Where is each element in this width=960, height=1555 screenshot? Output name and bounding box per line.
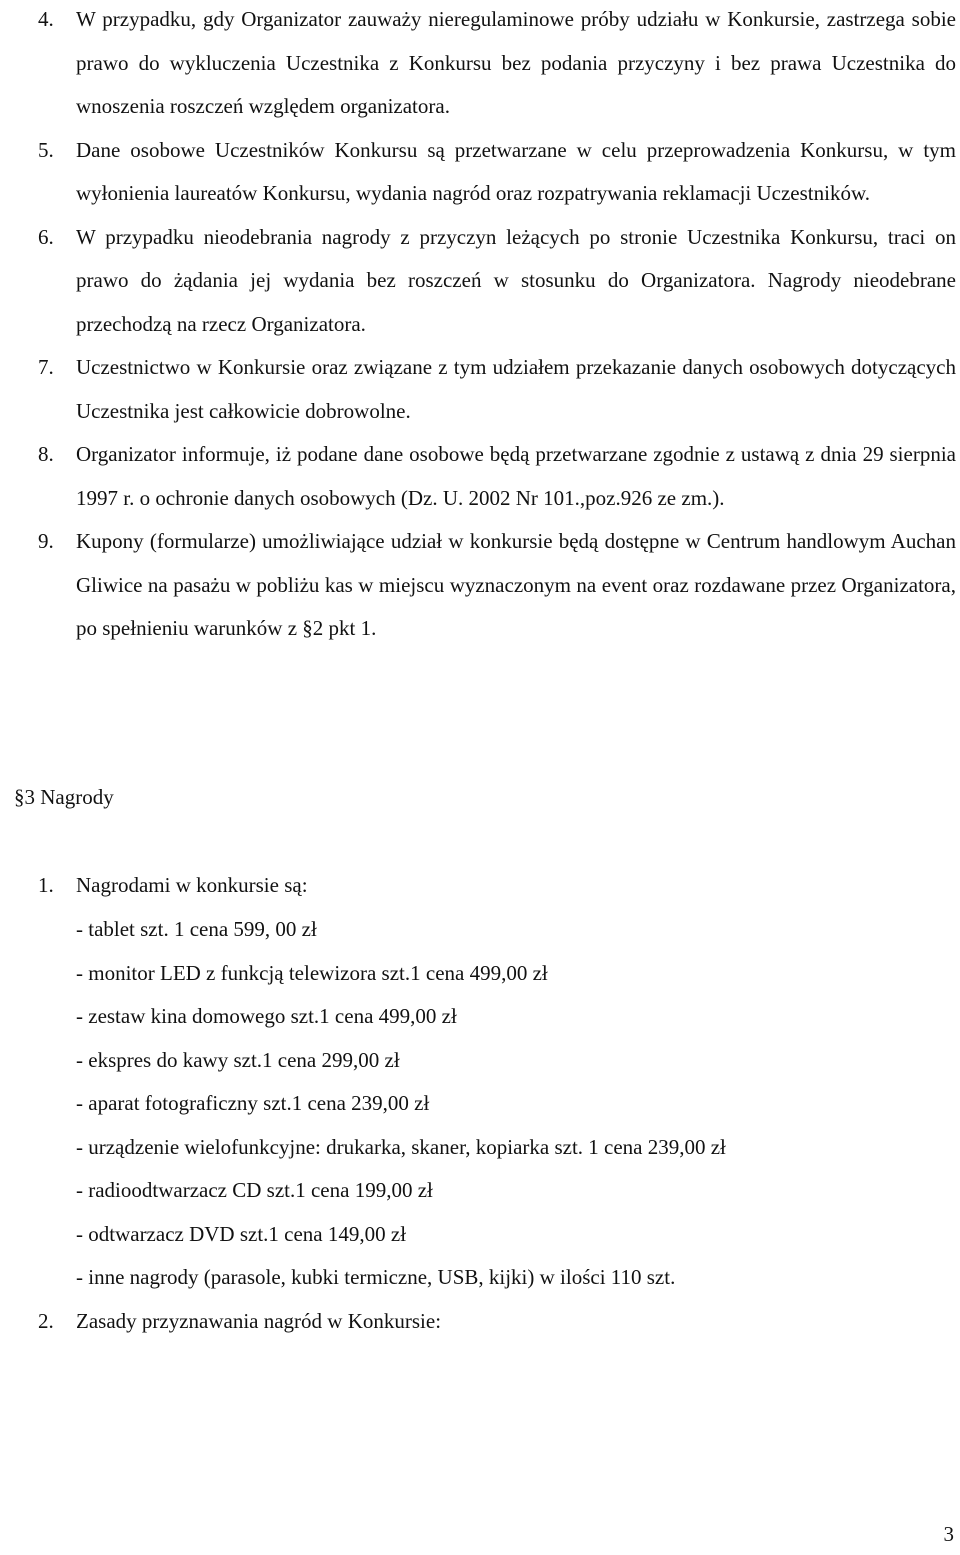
list-item-6 [0, 216, 960, 347]
award-rules [38, 1300, 441, 1344]
prize-item: - aparat fotograficzny szt.1 cena 239,00 zł [76, 1091, 430, 1115]
page-number: 3 [943, 1522, 954, 1546]
list-item-4 [0, 0, 960, 129]
list-item-8 [0, 433, 960, 520]
prize-item: - radioodtwarzacz CD szt.1 cena 199,00 zł [76, 1178, 433, 1202]
prizes-intro [38, 864, 308, 908]
prize-item: - ekspres do kawy szt.1 cena 299,00 zł [76, 1047, 400, 1072]
section-heading: §3 Nagrody [14, 785, 114, 809]
list-item-5 [0, 129, 960, 216]
list-item-number: 9. [38, 529, 54, 553]
list-item-text: Organizator informuje, iż podane dane osobowe będą przetwarzane zgodnie z ustawą z dnia 29 sierpnia 1997 r. o ochronie danych osobowych (Dz. U. 2002 Nr 101.,poz.926 ze zm.). [76, 442, 956, 510]
prize-item: - urządzenie wielofunkcyjne: drukarka, skaner, kopiarka szt. 1 cena 239,00 zł [76, 1134, 726, 1159]
prize-item: - zestaw kina domowego szt.1 cena 499,00 zł [76, 1004, 457, 1028]
list-item-number: 6. [38, 224, 54, 249]
prize-item: - inne nagrody (parasole, kubki termiczne, USB, kijki) w ilości 110 szt. [76, 1265, 676, 1289]
prizes-intro-number: 1. [38, 873, 54, 897]
prize-item: - odtwarzacz DVD szt.1 cena 149,00 zł [76, 1221, 407, 1246]
prizes-intro-text: Nagrodami w konkursie są: [76, 873, 308, 897]
list-item-text: Uczestnictwo w Konkursie oraz związane z tym udziałem przekazanie danych osobowych dotyczących Uczestnika jest całkowicie dobrowolne. [76, 355, 956, 423]
list-item-text: W przypadku, gdy Organizator zauważy nieregulaminowe próby udziału w Konkursie, zastrzega sobie prawo do wykluczenia Uczestnika z Konkursu bez podania przyczyny i bez prawa Uczestnika do wnoszenia roszczeń względem organizatora. [76, 7, 956, 118]
numbered-list [0, 0, 960, 651]
list-item-text: W przypadku nieodebrania nagrody z przyczyn leżących po stronie Uczestnika Konkursu, traci on prawo do żądania jej wydania bez roszczeń w stosunku do Organizatora. Nagrody nieodebrane przechodzą na rzecz Organizatora. [76, 224, 956, 336]
list-item-number: 8. [38, 442, 54, 466]
award-rules-number: 2. [38, 1309, 54, 1333]
list-item-text: Dane osobowe Uczestników Konkursu są przetwarzane w celu przeprowadzenia Konkursu, w tym wyłonienia laureatów Konkursu, wydania nagród oraz rozpatrywania reklamacji Uczestników. [76, 137, 956, 205]
list-item-number: 5. [38, 137, 54, 162]
list-item-number: 7. [38, 355, 54, 379]
prize-list [76, 908, 726, 1300]
list-item-text: Kupony (formularze) umożliwiające udział w konkursie będą dostępne w Centrum handlowym Auchan Gliwice na pasażu w pobliżu kas w miejscu wyznaczonym na event oraz rozdawane przez Organizatora, po spełnieniu warunków z §2 pkt 1. [76, 529, 956, 640]
list-item-9 [0, 520, 960, 651]
list-item-7 [0, 346, 960, 433]
prize-item: - monitor LED z funkcją telewizora szt.1 cena 499,00 zł [76, 960, 548, 985]
award-rules-text: Zasady przyznawania nagród w Konkursie: [76, 1309, 442, 1333]
list-item-number: 4. [38, 7, 54, 31]
prize-item: - tablet szt. 1 cena 599, 00 zł [76, 917, 317, 941]
